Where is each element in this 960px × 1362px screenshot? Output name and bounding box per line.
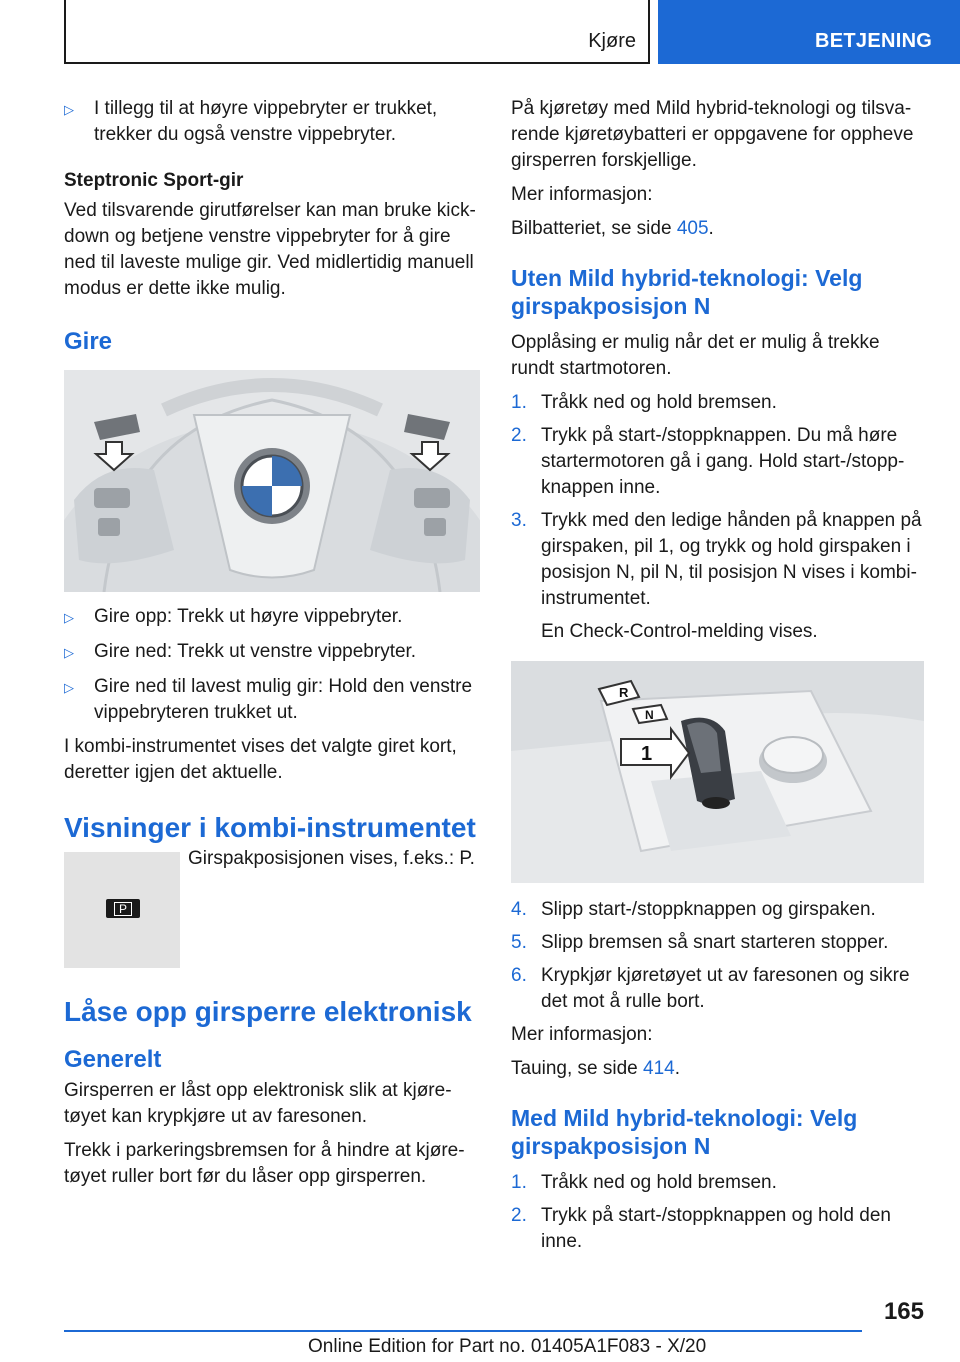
step-item: 2. Trykk på start-/stoppknappen. Du må høre startermotoren gå i gang. Hold start-/stopp-knappen inne. xyxy=(511,425,905,498)
visninger-heading: Visninger i kombi-instrumentet xyxy=(64,812,476,843)
sport-gir-heading: Steptronic Sport-gir xyxy=(64,170,244,191)
triangle-bullet-icon: ▷ xyxy=(64,610,74,625)
laase-opp-heading: Låse opp girsperre elektronisk xyxy=(64,996,472,1027)
bullet-item: ▷ Gire ned til lavest mulig gir: Hold den venstre vippebryteren trukket ut. xyxy=(64,674,480,726)
step-item: 3. Trykk med den ledige hånden på knappen på girspaken, pil 1, og trykk og hold girspaken i posisjon N, pil N, til posisjon N vises i kombi-instrumentet. xyxy=(511,510,922,609)
right-column xyxy=(511,96,924,1262)
park-indicator-icon: P xyxy=(106,899,140,918)
page-link-405[interactable]: 405 xyxy=(676,218,709,239)
uten-mild-hybrid-heading: Uten Mild hybrid-teknologi: Velg girspakposisjon N xyxy=(511,265,863,319)
generelt-text-1: Girsperren er låst opp elektronisk slik at kjøre-tøyet kan krypkjøre ut av faresonen. xyxy=(64,1080,452,1127)
footer-divider xyxy=(64,1330,862,1332)
page-link-414[interactable]: 414 xyxy=(643,1058,675,1079)
header-chapter-title: BETJENING xyxy=(815,30,933,52)
header-section-title: Kjøre xyxy=(588,30,636,52)
step-item: 2. Trykk på start-/stoppknappen og hold den inne. xyxy=(511,1205,891,1252)
header-left-box xyxy=(64,0,650,64)
gire-heading: Gire xyxy=(64,328,113,355)
svg-text:1: 1 xyxy=(641,743,653,765)
bullet-item: ▷ Gire ned: Trekk ut venstre vippebryter. xyxy=(64,639,480,666)
gear-shifter-image xyxy=(511,661,924,883)
step-item: 1. Tråkk ned og hold bremsen. xyxy=(511,1172,777,1193)
step-item: 5. Slipp bremsen så snart starteren stopper. xyxy=(511,932,889,953)
visninger-block xyxy=(64,846,480,968)
generelt-text-2: Trekk i parkeringsbremsen for å hindre at kjøre-tøyet ruller bort før du låser opp girsperren. xyxy=(64,1140,465,1187)
gire-description: I kombi-instrumentet vises det valgte giret kort, deretter igjen det aktuelle. xyxy=(64,736,457,783)
intro-text: På kjøretøy med Mild hybrid-teknologi og tilsva-rende kjøretøybatteri er oppgavene for oppheve girsperren forskjellige. xyxy=(511,98,914,171)
svg-text:N: N xyxy=(645,708,654,722)
triangle-bullet-icon: ▷ xyxy=(64,645,74,660)
page-number: 165 xyxy=(883,1298,924,1325)
more-info-label: Mer informasjon: xyxy=(511,184,653,205)
triangle-bullet-icon: ▷ xyxy=(64,102,74,117)
step-item: 4. Slipp start-/stoppknappen og girspaken. xyxy=(511,899,876,920)
more-info-label: Mer informasjon: xyxy=(511,1024,653,1045)
footer-edition-text: Online Edition for Part no. 01405A1F083 - X/20 xyxy=(308,1336,707,1357)
gear-display-image xyxy=(64,852,180,968)
bullet-item: ▷ I tillegg til at høyre vippebryter er trukket, trekker du også venstre vippebryter. xyxy=(64,96,480,148)
sport-gir-text: Ved tilsvarende girutførelser kan man bruke kick-down og betjene venstre vippebryter for å gire ned til laveste mulige gir. Ved midlertidig manuell modus er dette ikke mulig. xyxy=(64,200,476,299)
step-item: 6. Krypkjør kjøretøyet ut av faresonen og sikre det mot å rulle bort. xyxy=(511,965,910,1012)
step-item: 1. Tråkk ned og hold bremsen. xyxy=(511,392,777,413)
svg-text:R: R xyxy=(619,685,629,700)
uten-intro-text: Opplåsing er mulig når det er mulig å trekke rundt startmotoren. xyxy=(511,332,880,379)
generelt-heading: Generelt xyxy=(64,1046,162,1073)
med-mild-hybrid-heading: Med Mild hybrid-teknologi: Velg girspakposisjon N xyxy=(511,1105,858,1159)
triangle-bullet-icon: ▷ xyxy=(64,680,74,695)
bullet-item: ▷ Gire opp: Trekk ut høyre vippebryter. xyxy=(64,604,480,631)
left-column xyxy=(64,96,480,1198)
visninger-text: Girspakposisjonen vises, f.eks.: P. xyxy=(188,848,475,869)
towing-reference: Tauing, se side 414. xyxy=(511,1058,681,1079)
steering-wheel-image xyxy=(64,370,480,592)
battery-reference: Bilbatteriet, se side 405. xyxy=(511,218,714,239)
check-control-text: En Check-Control-melding vises. xyxy=(541,621,818,642)
